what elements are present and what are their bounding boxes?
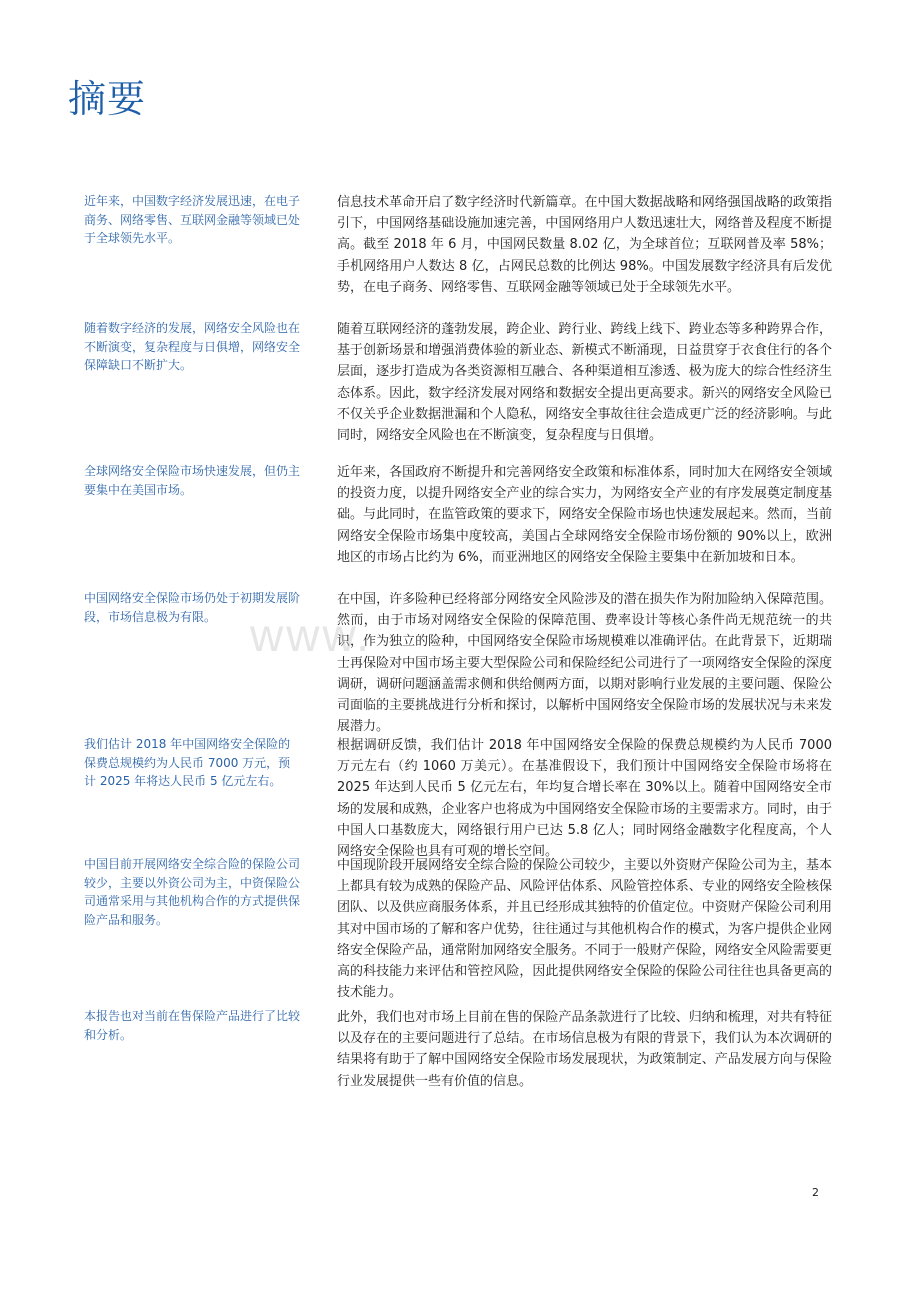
body-paragraph: 随着互联网经济的蓬勃发展，跨企业、跨行业、跨线上线下、跨业态等多种跨界合作，基于创新场景和增强消费体验的新业态、新模式不断涌现，日益贯穿于衣食住行的各个层面，逐步打造成为各类资源相互融合、各种渠道相互渗透、极为庞大的综合性经济生态体系。因此，数字经济发展对网络和数据安全提出更高要求。新兴的网络安全风险已不仅关乎企业数据泄漏和个人隐私，网络安全事故往往会造成更广泛的经济影响。与此同时，网络安全风险也在不断演变，复杂程度与日俱增。 <box>337 322 832 444</box>
sidebar-summary: 随着数字经济的发展，网络安全风险也在不断演变，复杂程度与日俱增，网络安全保障缺口不断扩大。 <box>84 321 301 372</box>
body-paragraph: 根据调研反馈，我们估计 2018 年中国网络安全保险的保费总规模约为人民币 7000 万元左右（约 1060 万美元）。在基准假设下，我们预计中国网络安全保险市场将在 2025 年达到人民币 5 亿元左右，年均复合增长率在 30%以上。随着中国网络安全市场的发展和成熟，企业客户也将成为中国网络安全保险市场的主要需求方。同时，由于中国人口基数庞大，网络银行用户已达 5.8 亿人；同时网络金融数字化程度高，个人网络安全保险也具有可观的增长空间。 <box>337 738 832 860</box>
page-number: 2 <box>812 1186 819 1199</box>
sidebar-summary: 全球网络安全保险市场快速发展，但仍主要集中在美国市场。 <box>84 464 301 497</box>
sidebar-summary: 中国网络安全保险市场仍处于初期发展阶段，市场信息极为有限。 <box>84 591 301 624</box>
body-paragraph: 在中国，许多险种已经将部分网络安全风险涉及的潜在损失作为附加险纳入保障范围。然而，由于市场对网络安全保险的保障范围、费率设计等核心条件尚无规范统一的共识，作为独立的险种，中国网络安全保险市场规模难以准确评估。在此背景下，近期瑞士再保险对中国市场主要大型保险公司和保险经纪公司进行了一项网络安全保险的深度调研，调研问题涵盖需求侧和供给侧两方面，以期对影响行业发展的主要问题、保险公司面临的主要挑战进行分析和探讨，以解析中国网络安全保险市场的发展状况与未来发展潜力。 <box>337 592 832 735</box>
page-title: 摘要 <box>68 77 147 121</box>
watermark: www. <box>250 609 372 661</box>
sidebar-summary: 我们估计 2018 年中国网络安全保险的保费总规模约为人民币 7000 万元，预计 2025 年将达人民币 5 亿元左右。 <box>84 737 291 788</box>
sidebar-summary: 中国目前开展网络安全综合险的保险公司较少，主要以外资公司为主，中资保险公司通常采用与其他机构合作的方式提供保险产品和服务。 <box>84 857 301 927</box>
sidebar-summary: 本报告也对当前在售保险产品进行了比较和分析。 <box>84 1009 301 1042</box>
body-paragraph: 信息技术革命开启了数字经济时代新篇章。在中国大数据战略和网络强国战略的政策指引下，中国网络基础设施加速完善，中国网络用户人数迅速壮大，网络普及程度不断提高。截至 2018 年 6 月，中国网民数量 8.02 亿，为全球首位；互联网普及率 58%；手机网络用户人数达 8 亿，占网民总数的比例达 98%。中国发展数字经济具有后发优势，在电子商务、网络零售、互联网金融等领域已处于全球领先水平。 <box>337 195 832 295</box>
body-paragraph: 近年来，各国政府不断提升和完善网络安全政策和标准体系，同时加大在网络安全领域的投资力度，以提升网络安全产业的综合实力，为网络安全产业的有序发展奠定制度基础。与此同时，在监管政策的要求下，网络安全保险市场也快速发展起来。然而，当前网络安全保险市场集中度较高，美国占全球网络安全保险市场份额的 90%以上，欧洲地区的市场占比约为 6%，而亚洲地区的网络安全保险主要集中在新加坡和日本。 <box>337 465 832 565</box>
body-paragraph: 中国现阶段开展网络安全综合险的保险公司较少，主要以外资财产保险公司为主，基本上都具有较为成熟的保险产品、风险评估体系、风险管控体系、专业的网络安全险核保团队、以及供应商服务体系，并且已经形成其独特的价值定位。中资财产保险公司利用其对中国市场的了解和客户优势，往往通过与其他机构合作的模式，为客户提供企业网络安全保险产品，通常附加网络安全服务。不同于一般财产保险，网络安全风险需要更高的科技能力来评估和管控风险，因此提供网络安全保险的保险公司往往也具备更高的技术能力。 <box>337 858 832 1001</box>
body-paragraph: 此外，我们也对市场上目前在售的保险产品条款进行了比较、归纳和梳理，对共有特征以及存在的主要问题进行了总结。在市场信息极为有限的背景下，我们认为本次调研的结果将有助于了解中国网络安全保险市场发展现状，为政策制定、产品发展方向与保险行业发展提供一些有价值的信息。 <box>337 1010 832 1089</box>
sidebar-summary: 近年来，中国数字经济发展迅速，在电子商务、网络零售、互联网金融等领域已处于全球领先水平。 <box>84 194 301 245</box>
